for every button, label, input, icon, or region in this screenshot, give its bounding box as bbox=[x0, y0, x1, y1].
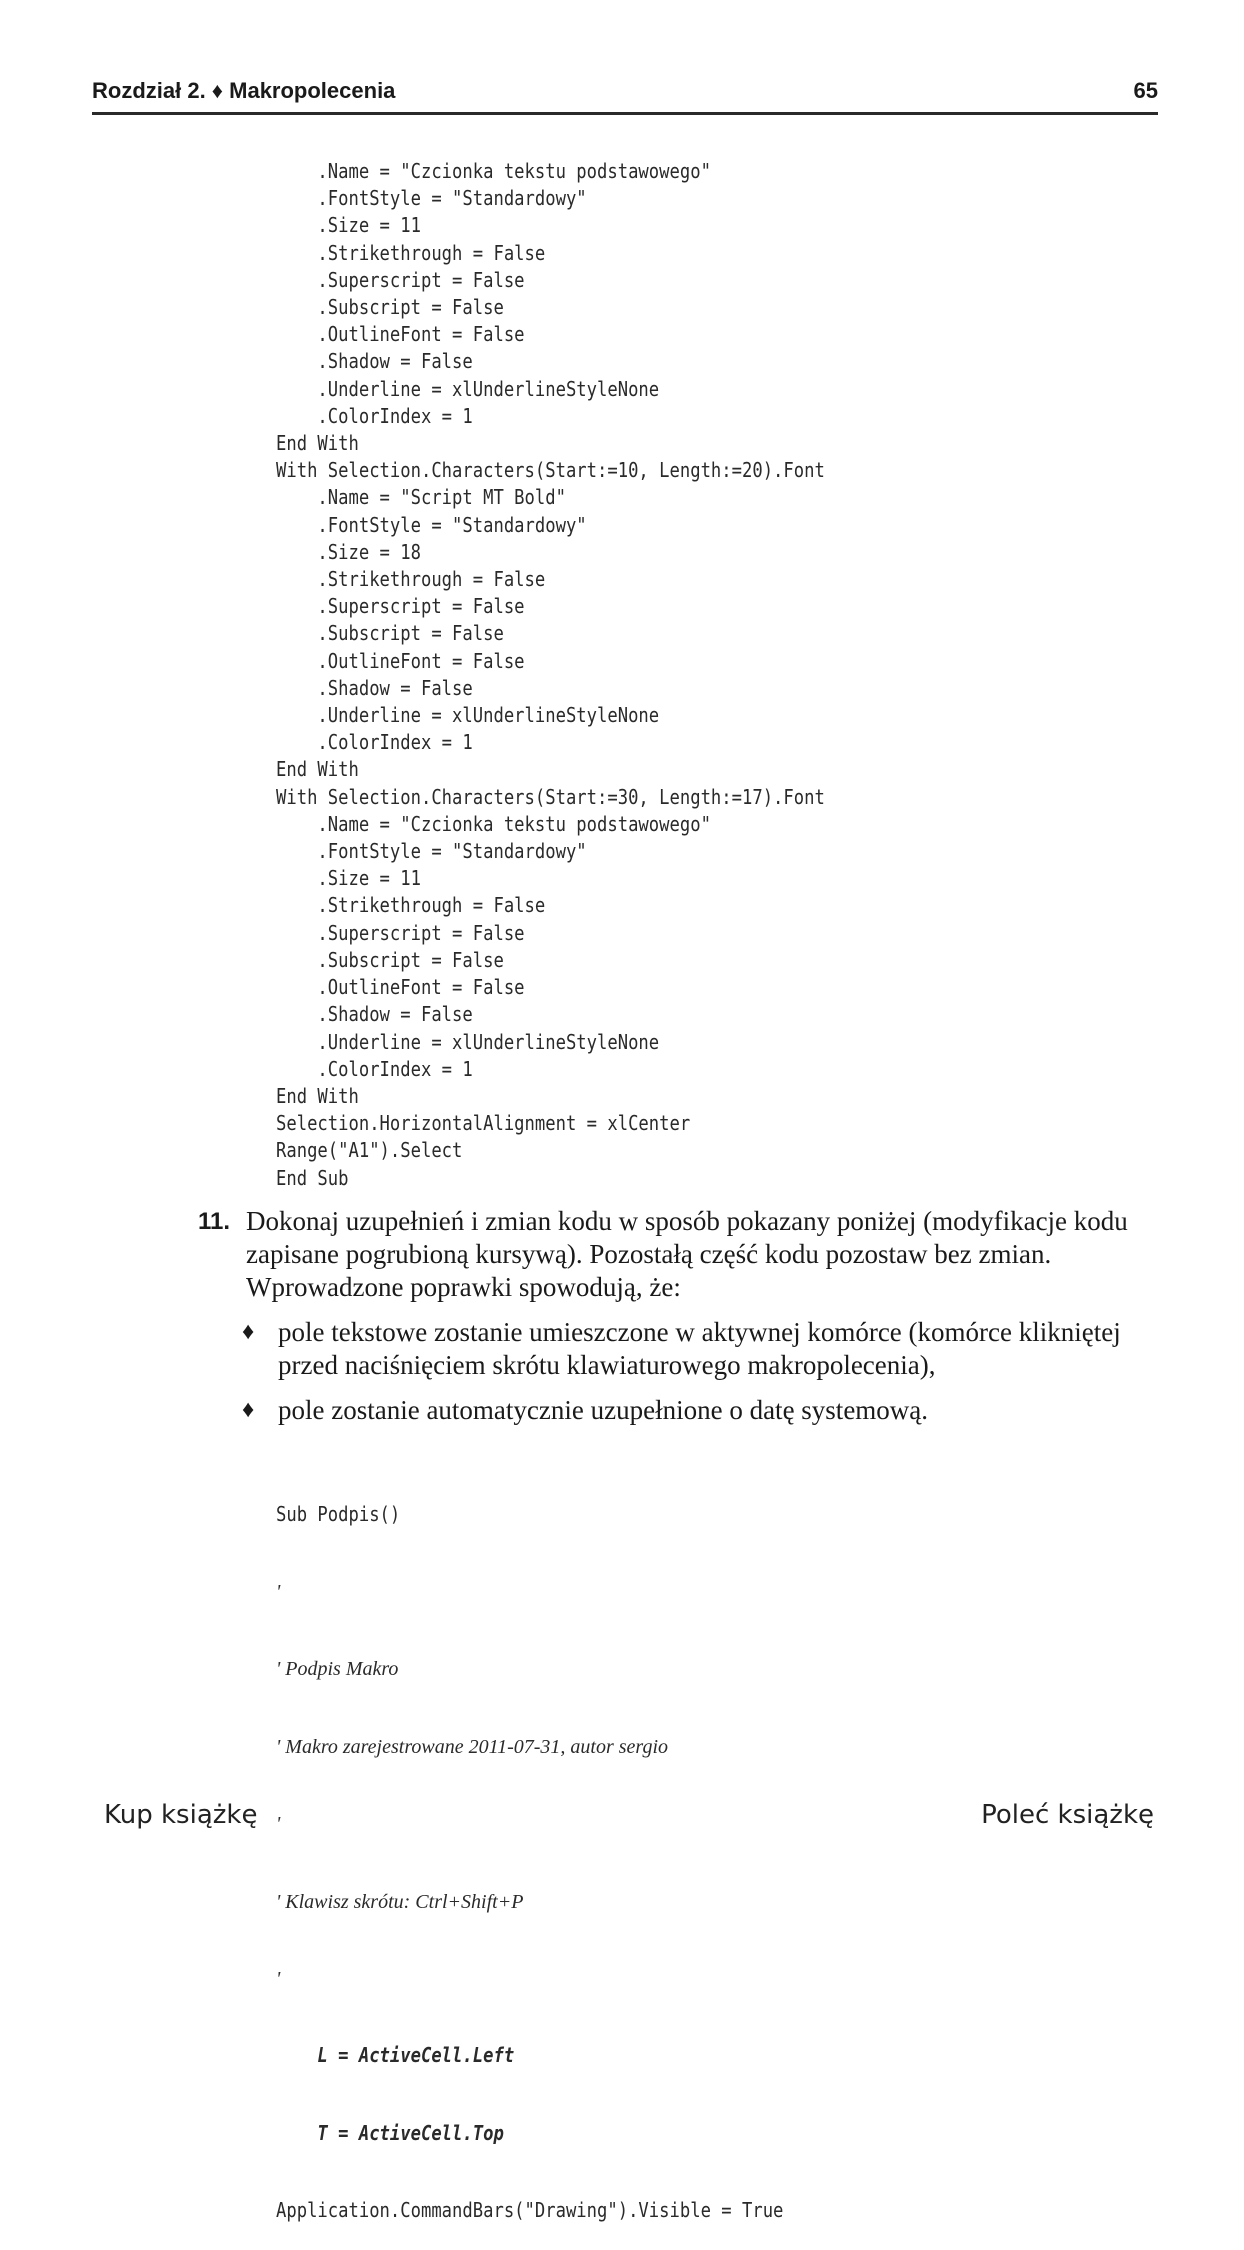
code-line: .Underline = xlUnderlineStyleNone bbox=[276, 376, 660, 401]
bullet-item bbox=[242, 1394, 1142, 1427]
code-modified-line: T = ActiveCell.Top bbox=[276, 2120, 504, 2145]
code-line: .Shadow = False bbox=[276, 675, 473, 700]
code-line: .Strikethrough = False bbox=[276, 240, 546, 265]
code-comment: ' Klawisz skrótu: Ctrl+Shift+P bbox=[276, 1890, 524, 1913]
step-number: 11. bbox=[198, 1208, 231, 1235]
code-line: .Superscript = False bbox=[276, 594, 525, 619]
code-line: .Size = 11 bbox=[276, 213, 421, 238]
step-text: Dokonaj uzupełnień i zmian kodu w sposób pokazany poniżej (modyfikacje kodu zapisane pogrubioną kursywą). Pozostałą część kodu pozostaw bez zmian. Wprowadzone poprawki spowodują, że: bbox=[246, 1206, 1128, 1302]
bullet-list bbox=[242, 1316, 1142, 1439]
code-line: .Name = "Czcionka tekstu podstawowego" bbox=[276, 159, 711, 183]
code-line: .Underline = xlUnderlineStyleNone bbox=[276, 703, 660, 728]
code-line: .Name = "Czcionka tekstu podstawowego" bbox=[276, 811, 711, 836]
code-line: .Strikethrough = False bbox=[276, 893, 546, 918]
code-line: .Strikethrough = False bbox=[276, 567, 546, 592]
code-block-1 bbox=[276, 158, 825, 1192]
code-line: Application.CommandBars("Drawing").Visible = True bbox=[276, 2198, 784, 2223]
code-line: .OutlineFont = False bbox=[276, 322, 525, 347]
code-line: End With bbox=[276, 431, 359, 456]
code-line: .FontStyle = "Standardowy" bbox=[276, 512, 587, 537]
code-modified-line: L = ActiveCell.Left bbox=[276, 2043, 515, 2068]
buy-book-link[interactable]: Kup książkę bbox=[104, 1800, 258, 1830]
code-comment: ' Podpis Makro bbox=[276, 1658, 399, 1681]
code-line: .FontStyle = "Standardowy" bbox=[276, 186, 587, 211]
recommend-book-link[interactable]: Poleć książkę bbox=[981, 1800, 1154, 1830]
code-line: .Size = 18 bbox=[276, 539, 421, 564]
code-line: .ColorIndex = 1 bbox=[276, 1056, 473, 1081]
code-line: End Sub bbox=[276, 1165, 349, 1190]
code-line: End With bbox=[276, 757, 359, 782]
code-line: .Superscript = False bbox=[276, 920, 525, 945]
page-number: 65 bbox=[1133, 78, 1158, 103]
bullet-text: pole zostanie automatycznie uzupełnione o datę systemową. bbox=[278, 1395, 929, 1425]
code-line: End With bbox=[276, 1083, 359, 1108]
code-line: Range("A1").Select bbox=[276, 1138, 463, 1163]
code-line: .Size = 11 bbox=[276, 866, 421, 891]
code-line: .OutlineFont = False bbox=[276, 648, 525, 673]
page-header bbox=[92, 74, 1158, 115]
code-line: Selection.HorizontalAlignment = xlCenter bbox=[276, 1111, 691, 1136]
code-line: .OutlineFont = False bbox=[276, 975, 525, 1000]
code-comment: ' bbox=[276, 1967, 281, 1990]
code-line: .Name = "Script MT Bold" bbox=[276, 485, 566, 510]
code-line: .FontStyle = "Standardowy" bbox=[276, 839, 587, 864]
code-line: With Selection.Characters(Start:=10, Length:=20).Font bbox=[276, 458, 825, 483]
code-line: .Subscript = False bbox=[276, 621, 504, 646]
code-line: .Shadow = False bbox=[276, 1002, 473, 1027]
code-line: .ColorIndex = 1 bbox=[276, 403, 473, 428]
diamond-bullet-icon: ♦ bbox=[242, 1319, 255, 1345]
code-comment: ' bbox=[276, 1580, 281, 1603]
diamond-bullet-icon: ♦ bbox=[242, 1397, 255, 1423]
code-line: .Subscript = False bbox=[276, 947, 504, 972]
code-line: .ColorIndex = 1 bbox=[276, 730, 473, 755]
code-line: .Subscript = False bbox=[276, 295, 504, 320]
code-line: .Shadow = False bbox=[276, 349, 473, 374]
code-line: Sub Podpis() bbox=[276, 1501, 401, 1526]
code-comment: ' Makro zarejestrowane 2011-07-31, autor sergio bbox=[276, 1735, 669, 1758]
chapter-title: Rozdział 2. ♦ Makropolecenia bbox=[92, 78, 396, 103]
code-line: With Selection.Characters(Start:=30, Length:=17).Font bbox=[276, 784, 825, 809]
step-11 bbox=[198, 1205, 1128, 1304]
bullet-text: pole tekstowe zostanie umieszczone w aktywnej komórce (komórce klikniętej przed naciśnięciem skrótu klawiaturowego makropolecenia), bbox=[278, 1317, 1121, 1380]
code-line: .Underline = xlUnderlineStyleNone bbox=[276, 1029, 660, 1054]
code-comment: ' bbox=[276, 1813, 281, 1836]
bullet-item bbox=[242, 1316, 1142, 1382]
code-line: .Superscript = False bbox=[276, 267, 525, 292]
